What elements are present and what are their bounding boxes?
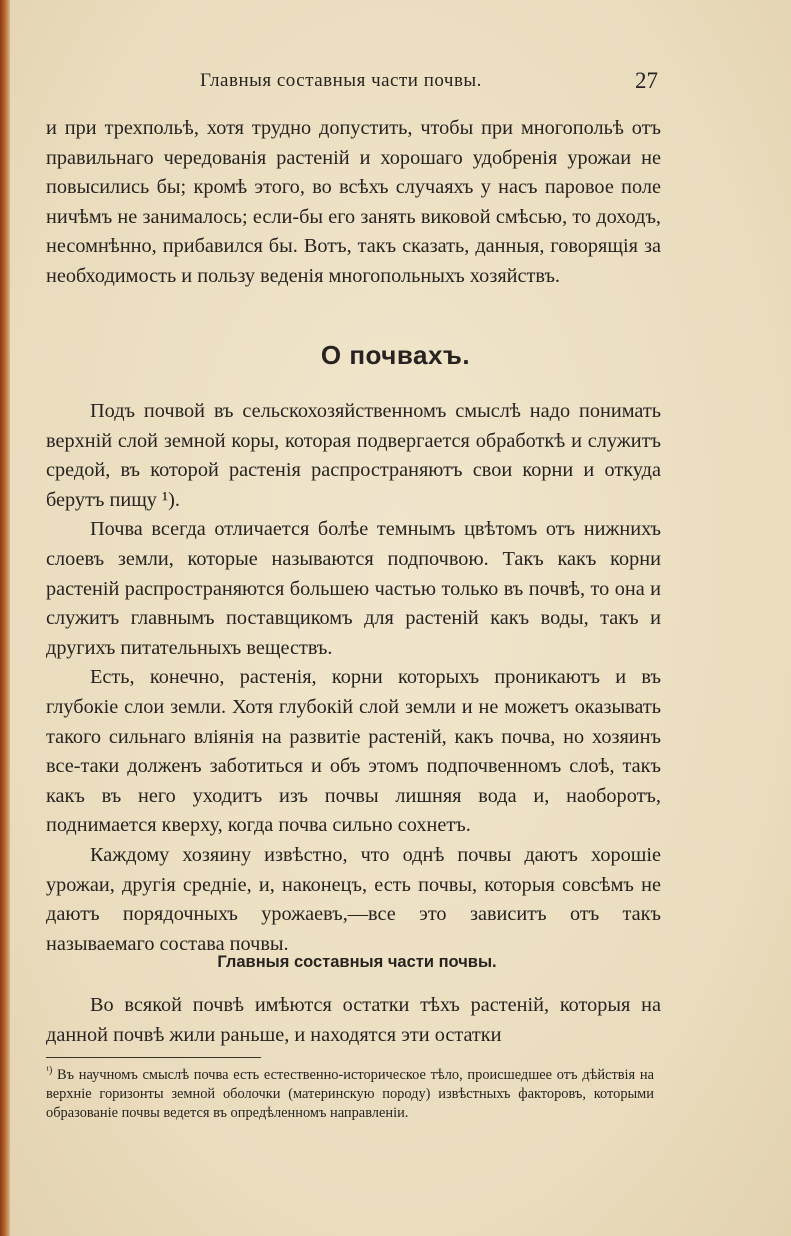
footnote-mark: ¹) (46, 1065, 53, 1077)
section-paragraph: Почва всегда отличается болѣе темнымъ цвѣтомъ отъ нижнихъ слоевъ земли, которые называются подпочвою. Такъ какъ корни растеній распространяются большею частью только въ почвѣ, то она и служитъ главнымъ поставщикомъ для растеній какъ воды, такъ и другихъ питательныхъ веществъ. (46, 518, 661, 659)
section-paragraph: Есть, конечно, растенія, корни которыхъ проникаютъ и въ глубокіе слои земли. Хотя глубокій слой земли и не можетъ оказывать такого сильнаго вліянія на развитіе растеній, какъ почва, но хозяинъ все-таки долженъ заботиться и объ этомъ подпочвенномъ слоѣ, такъ какъ въ него уходитъ изъ почвы лишняя вода и, наоборотъ, поднимается кверху, когда почва сильно сохнетъ. (46, 666, 661, 837)
footnote (46, 1066, 654, 1124)
subsection-title: Главныя составныя части почвы. (217, 953, 497, 971)
subsection-text-block (46, 991, 661, 1050)
section-paragraph: Подъ почвой въ сельскохозяйственномъ смыслѣ надо понимать верхній слой земной коры, которая подвергается обработкѣ и служитъ средой, въ которой растенія распространяютъ свои корни и откуда берутъ пищу ¹). (46, 400, 661, 511)
intro-text-block (46, 114, 661, 292)
page-number: 27 (635, 68, 658, 93)
running-header (46, 66, 666, 102)
footnote-text: Въ научномъ смыслѣ почва есть естественно-историческое тѣло, происшедшее отъ дѣйствія на верхніе горизонты земной оболочки (материнскую породу) извѣстныхъ факторовъ, которыми образованіе почвы ведется въ опредѣленномъ направленіи. (46, 1067, 654, 1122)
intro-paragraph: и при трехпольѣ, хотя трудно допустить, чтобы при многопольѣ отъ правильнаго чередованія растеній и хорошаго удобренія урожаи не повысились бы; кромѣ этого, во всѣхъ случаяхъ у насъ паровое поле ничѣмъ не занималось; если-бы его занять виковой смѣсью, то доходъ, несомнѣнно, прибавился бы. Вотъ, такъ сказать, данныя, говорящія за необходимость и пользу веденія многопольныхъ хозяйствъ. (46, 117, 661, 287)
running-title: Главныя составныя части почвы. (200, 70, 482, 91)
section-title: О почвахъ. (320, 340, 471, 370)
subsection-paragraph: Во всякой почвѣ имѣются остатки тѣхъ растеній, которыя на данной почвѣ жили раньше, и находятся эти остатки (46, 994, 661, 1046)
section-paragraph: Каждому хозяину извѣстно, что однѣ почвы даютъ хорошіе урожаи, другія средніе, и, наконецъ, есть почвы, которыя совсѣмъ не даютъ порядочныхъ урожаевъ,—все это зависитъ отъ такъ называемаго состава почвы. (46, 843, 661, 955)
footnote-divider (46, 1057, 261, 1058)
section-text-block (46, 397, 661, 959)
page-binding-edge (0, 0, 10, 1236)
